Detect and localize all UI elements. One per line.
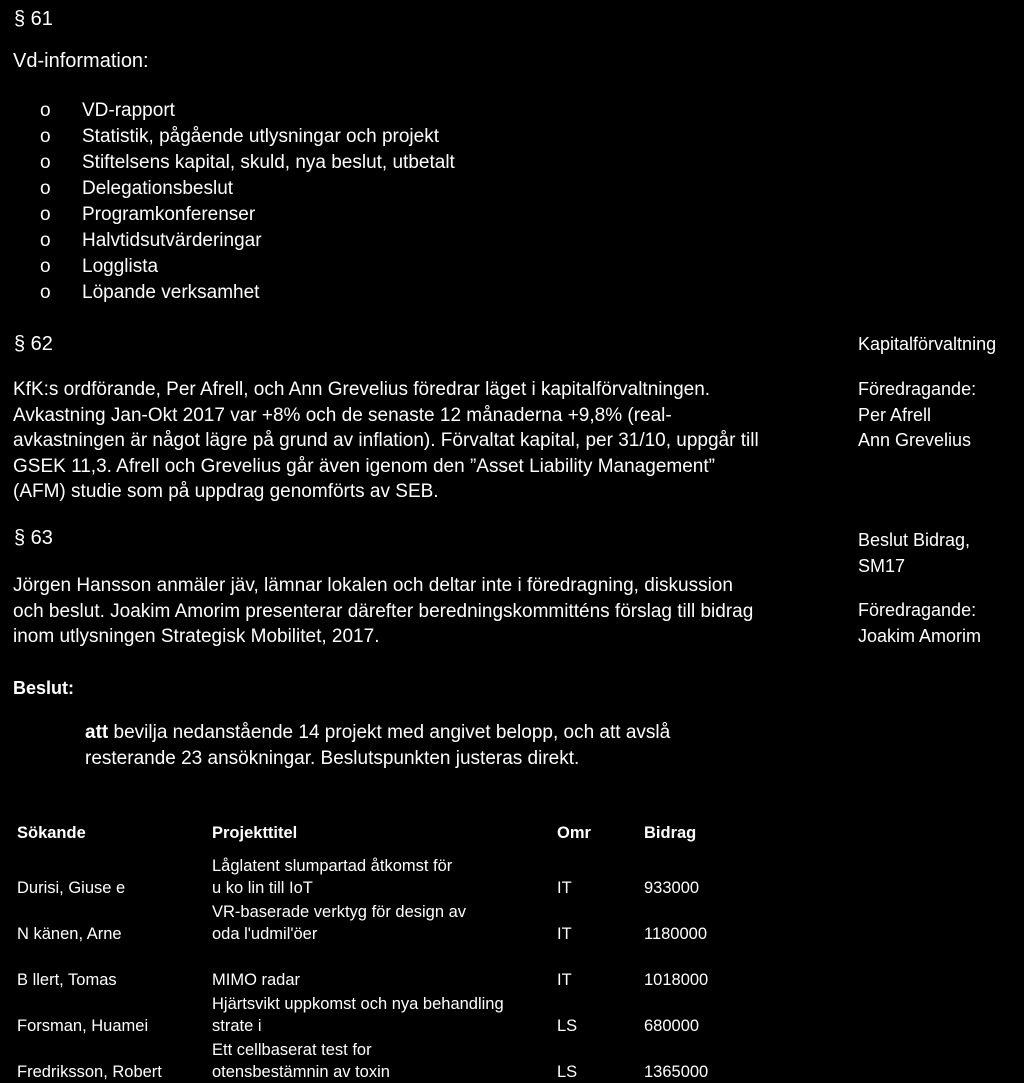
applicant-cell: Fredriksson, Robert [17, 1063, 162, 1081]
decision-line: resterande 23 ansökningar. Beslutspunkten justeras direkt. [85, 747, 580, 769]
bullet-marker: o [40, 256, 51, 277]
list-item [40, 228, 455, 254]
table-row [17, 945, 764, 991]
body-line: Jörgen Hansson anmäler jäv, lämnar lokalen och deltar inte i föredragning, diskussion [13, 575, 733, 596]
bullet-marker: o [40, 282, 51, 303]
section-63-heading: § 63 [14, 527, 53, 549]
decision-line-rest: bevilja nedanstående 14 projekt med angivet belopp, och att avslå [113, 722, 671, 743]
project-title-cell [212, 853, 557, 899]
list-item-label: Logglista [82, 256, 159, 277]
list-item-label: Stiftelsens kapital, skuld, nya beslut, utbetalt [82, 152, 455, 173]
list-item-label: Löpande verksamhet [82, 282, 260, 303]
section-61-title: Vd-information: [13, 50, 149, 72]
list-item [40, 280, 455, 306]
body-line: GSEK 11,3. Afrell och Grevelius går även igenom den ”Asset Liability Management” [13, 455, 715, 477]
list-item [40, 254, 455, 280]
title-line: strate i [212, 1017, 262, 1035]
side-line: Beslut Bidrag, [858, 530, 971, 550]
area-cell: IT [557, 879, 572, 897]
decision-line [85, 720, 670, 746]
applicant-cell: N känen, Arne [17, 925, 122, 943]
list-item [40, 202, 455, 228]
bullet-marker: o [40, 152, 51, 173]
bullet-marker: o [40, 230, 51, 251]
bullet-marker: o [40, 100, 51, 121]
vd-information-list [40, 98, 455, 306]
area-cell: LS [557, 1017, 578, 1035]
body-line: KfK:s ordförande, Per Afrell, och Ann Grevelius föredrar läget i kapitalförvaltningen. [13, 379, 711, 400]
column-header-applicant: Sökande [17, 824, 86, 842]
column-header-project-title: Projekttitel [212, 824, 298, 842]
area-cell: IT [557, 971, 572, 989]
amount-cell: 1180000 [644, 925, 708, 943]
column-header-area: Omr [557, 824, 591, 842]
amount-cell: 680000 [644, 1017, 700, 1035]
decision-text [85, 720, 670, 771]
table-row [17, 899, 764, 945]
list-item-label: Programkonferenser [82, 204, 256, 225]
decision-lead: att [85, 722, 109, 743]
decision-label: Beslut: [13, 678, 75, 698]
title-line: otensbestämnin av toxin [212, 1063, 390, 1081]
title-line: MIMO radar [212, 971, 301, 989]
body-line: avkastningen är något lägre på grund av inflation). Förvaltat kapital, per 31/10, uppgår till [13, 430, 759, 451]
area-cell: IT [557, 925, 572, 943]
section-63-body [13, 573, 753, 650]
table-header-row [17, 817, 764, 843]
project-title-cell [212, 899, 557, 945]
section-62-body [13, 377, 759, 505]
side-line: Ann Grevelius [858, 430, 972, 450]
applicant-cell: Durisi, Giuse e [17, 879, 126, 897]
title-line: Låglatent slumpartad åtkomst för [212, 857, 453, 875]
list-item-label: Halvtidsutvärderingar [82, 230, 262, 251]
project-title-cell [212, 1037, 557, 1083]
applicant-cell: B llert, Tomas [17, 971, 117, 989]
area-cell: LS [557, 1063, 578, 1081]
side-line: Föredragande: [858, 600, 977, 620]
applicant-cell: Forsman, Huamei [17, 1017, 149, 1035]
bullet-marker: o [40, 178, 51, 199]
grants-table [17, 817, 764, 1083]
table-row [17, 1037, 764, 1083]
side-line: Föredragande: [858, 379, 977, 399]
table-row [17, 991, 764, 1037]
bullet-marker: o [40, 204, 51, 225]
side-line: SM17 [858, 555, 906, 576]
title-line: u ko lin till IoT [212, 879, 313, 897]
section-62-heading: § 62 [14, 333, 53, 355]
section-63-presenter [858, 598, 981, 649]
section-61-heading: § 61 [14, 8, 53, 30]
list-item-label: Delegationsbeslut [82, 178, 234, 199]
body-line: och beslut. Joakim Amorim presenterar därefter beredningskommitténs förslag till bidrag [13, 600, 754, 622]
list-item [40, 124, 455, 150]
list-item [40, 150, 455, 176]
amount-cell: 1365000 [644, 1063, 709, 1081]
title-line: Ett cellbaserat test for [212, 1041, 372, 1059]
table-row [17, 853, 764, 899]
section-62-presenters [858, 377, 976, 454]
section-62-side-title: Kapitalförvaltning [858, 334, 997, 354]
title-line: Hjärtsvikt uppkomst och nya behandling [212, 995, 504, 1013]
list-item [40, 176, 455, 202]
amount-cell: 1018000 [644, 971, 709, 989]
title-line: oda l'udmil'öer [212, 925, 318, 943]
list-item-label: Statistik, pågående utlysningar och projekt [82, 126, 439, 147]
amount-cell: 933000 [644, 879, 700, 897]
list-item-label: VD-rapport [82, 100, 175, 121]
project-title-cell [212, 945, 557, 991]
body-line: inom utlysningen Strategisk Mobilitet, 2017. [13, 626, 380, 647]
title-line: VR-baserade verktyg för design av [212, 903, 467, 921]
side-line: Per Afrell [858, 404, 932, 425]
body-line: (AFM) studie som på uppdrag genomförts av SEB. [13, 481, 439, 502]
column-header-amount: Bidrag [644, 824, 697, 842]
side-line: Joakim Amorim [858, 625, 982, 646]
bullet-marker: o [40, 126, 51, 147]
body-line: Avkastning Jan-Okt 2017 var +8% och de senaste 12 månaderna +9,8% (real- [13, 404, 672, 426]
section-63-side-title [858, 528, 970, 579]
project-title-cell [212, 991, 557, 1037]
list-item [40, 98, 455, 124]
